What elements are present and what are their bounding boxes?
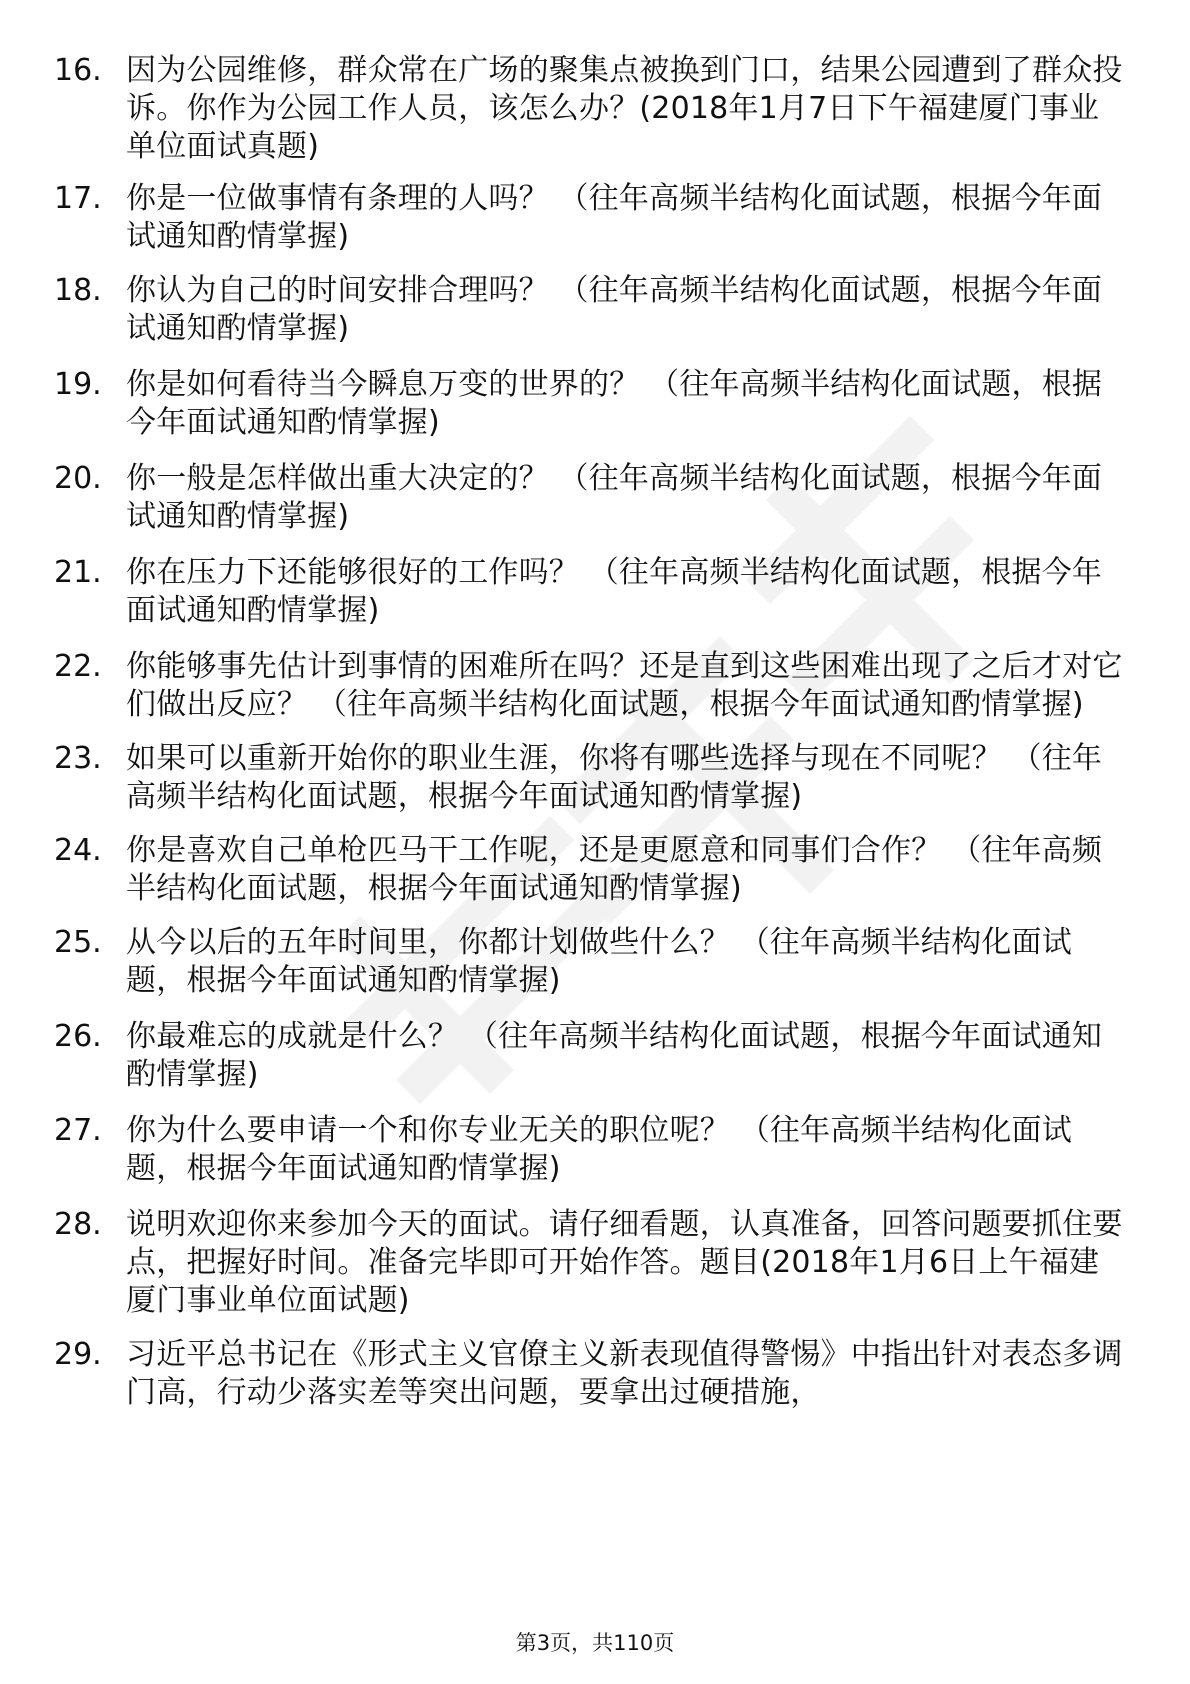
question-item [54, 1112, 1134, 1188]
question-text: 你在压力下还能够很好的工作吗？ （往年高频半结构化面试题，根据今年面试通知酌情掌握) [126, 555, 1103, 628]
question-text: 你能够事先估计到事情的困难所在吗？还是直到这些困难出现了之后才对它们做出反应？ （往年高频半结构化面试题，根据今年面试通知酌情掌握) [126, 649, 1123, 722]
question-number: 17. [54, 181, 102, 216]
question-item [54, 272, 1134, 348]
question-item [54, 648, 1134, 724]
question-text: 你最难忘的成就是什么？ （往年高频半结构化面试题，根据今年面试通知酌情掌握) [126, 1019, 1103, 1092]
question-item [54, 554, 1134, 630]
question-number: 21. [54, 555, 102, 590]
page-footer: 第3页，共110页 [515, 1631, 675, 1655]
question-text: 习近平总书记在《形式主义官僚主义新表现值得警惕》中指出针对表态多调门高，行动少落实差等突出问题，要拿出过硬措施， [126, 1337, 1123, 1410]
question-item [54, 460, 1134, 536]
question-text: 说明欢迎你来参加今天的面试。请仔细看题，认真准备，回答问题要抓住要点，把握好时间。准备完毕即可开始作答。题目(2018年1月6日上午福建厦门事业单位面试题) [126, 1207, 1123, 1318]
question-text: 你为什么要申请一个和你专业无关的职位呢？ （往年高频半结构化面试题，根据今年面试通知酌情掌握) [126, 1113, 1072, 1186]
question-text: 从今以后的五年时间里，你都计划做些什么？ （往年高频半结构化面试题，根据今年面试通知酌情掌握) [126, 925, 1072, 998]
question-number: 29. [54, 1337, 102, 1372]
question-item [54, 366, 1134, 442]
question-number: 16. [54, 53, 102, 88]
question-text: 如果可以重新开始你的职业生涯，你将有哪些选择与现在不同呢？ （往年高频半结构化面试题，根据今年面试通知酌情掌握) [126, 741, 1103, 814]
question-number: 27. [54, 1113, 102, 1148]
question-text: 你一般是怎样做出重大决定的？ （往年高频半结构化面试题，根据今年面试通知酌情掌握) [126, 461, 1103, 534]
question-item [54, 180, 1134, 256]
question-item [54, 1018, 1134, 1094]
question-number: 19. [54, 367, 102, 402]
question-number: 18. [54, 273, 102, 308]
question-item [54, 52, 1134, 166]
question-item [54, 1206, 1134, 1320]
question-text: 你认为自己的时间安排合理吗？ （往年高频半结构化面试题，根据今年面试通知酌情掌握) [126, 273, 1103, 346]
question-text: 因为公园维修，群众常在广场的聚集点被换到门口，结果公园遭到了群众投诉。你作为公园工作人员，该怎么办？(2018年1月7日下午福建厦门事业单位面试真题) [126, 53, 1123, 164]
question-text: 你是一位做事情有条理的人吗？ （往年高频半结构化面试题，根据今年面试通知酌情掌握) [126, 181, 1103, 254]
question-text: 你是如何看待当今瞬息万变的世界的？ （往年高频半结构化面试题，根据今年面试通知酌情掌握) [126, 367, 1103, 440]
question-item [54, 832, 1134, 908]
question-item [54, 740, 1134, 816]
question-item [54, 924, 1134, 1000]
question-number: 26. [54, 1019, 102, 1054]
question-text: 你是喜欢自己单枪匹马干工作呢，还是更愿意和同事们合作？ （往年高频半结构化面试题，根据今年面试通知酌情掌握) [126, 833, 1103, 906]
question-number: 22. [54, 649, 102, 684]
question-number: 23. [54, 741, 102, 776]
question-number: 25. [54, 925, 102, 960]
question-item [54, 1336, 1134, 1412]
question-list [54, 52, 1134, 1412]
question-number: 20. [54, 461, 102, 496]
question-number: 28. [54, 1207, 102, 1242]
question-number: 24. [54, 833, 102, 868]
